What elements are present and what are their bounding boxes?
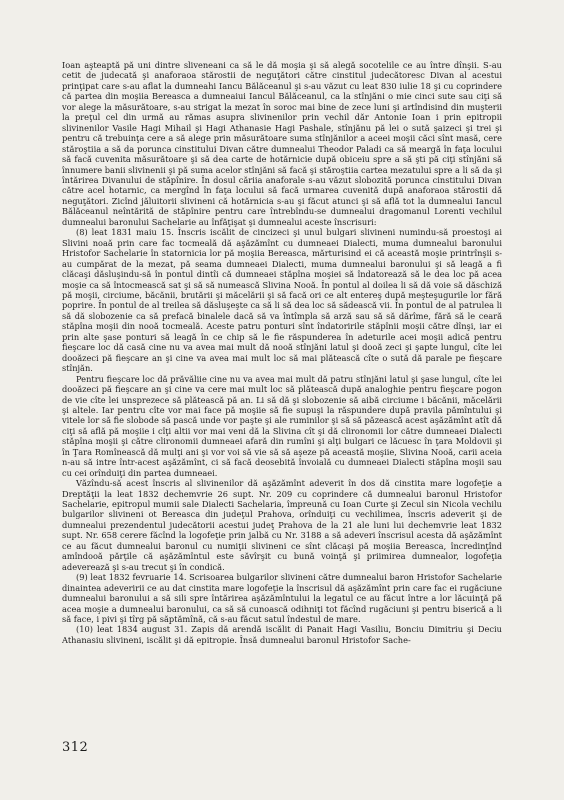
- paragraph: Pentru fieşcare loc dă prăvăliie cine nu va avea mai mult dă patru stînjăni latul şi şase lungul, cîte lei dooăzeci pă fieşcare an şi cine va cere mai mult loc să plătească după analoghie pentru fieşcare pogon de vie cîte lei unsprezece să plătească pă an. Li să dă şi slobozenie să aibă circiume i băcănii, măcelării şi altele. Iar pentru cîte vor mai face pă moşiie să fie supuşi la răspundere după pravila pămîntului şi vitele lor să fie slobode să pască unde vor paşte şi ale ruminilor şi să să păzească acest aşăzămînt atît dă ciţi să află pă moşiie i cîţi altii vor mai veni dă la Slivina cît şi dă clironomii lor către dumneaei Dialecti stăpîna moşii şi către clironomii dumneaei afară din rumîni şi alţi bulgari ce lăcuesc în ţara Moldovii şi în Ţara Romînească dă mulţi ani şi vor voi să vie să să aşeze pă această moşiie, Slivina Nooă, carii aceia n-au să intre într-acest aşăzămînt, ci să facă deosebită învoială cu dumneaei Dialecti stăpîna moşii sau cu cei orînduiţi din partea dumneaei.: [62, 373, 502, 478]
- paragraph: Văzîndu-să acest înscris al slivinenilor dă aşăzămînt adeverit în dos dă cinstita mare logofeţie a Dreptăţii la leat 1832 dechemvrie 26 supt. Nr. 209 cu coprindere că dumnealui baronul Hristofor Sachelarie, epitropul mumii sale Dialecti Sachelaria, împreună cu Ioan Curte şi Zecul sin Nicola vechilu bulgarilor slivineni ot Bereasca din judeţul Prahova, orînduiţi cu vechilimea, înscris adeverit şi de dumnealui prezendentul judecătorii acestui judeţ Prahova de la 21 ale luni lui dechemvrie leat 1832 supt. Nr. 658 cerere făcînd la logofeţie prin jalbă cu Nr. 3188 a să adeveri înscrisul acesta dă aşăzămînt ce au făcut dumnealui baronul cu numiţii slivineni ce sînt clăcaşi pă moşiia Bereasca, încredinţînd amîndooă părţile că aşăzămîntul este săvîrşit cu bună voinţă şi priimirea dumnealor, logofeţia adeverează şi s-au trecut şi în condică.: [62, 478, 502, 572]
- paragraph: (10) leat 1834 august 31. Zapis dă arendă iscălit di Panait Hagi Vasiliu, Bonciu Dimitriu şi Deciu Athanasiu slivineni, iscălit şi dă epitropie. Însă dumnealui baronul Hristofor Sache-: [62, 624, 502, 645]
- paragraph: (8) leat 1831 maiu 15. Înscris iscălit de cincizeci şi unul bulgari slivineni numindu-să proestoşi ai Slivini noaă prin care fac tocmeală dă aşăzămînt cu dumneaei Dialecti, muma dumnealui baronului Hristofor Sachelarie în statornicia lor pă moşiia Bereasca, mărturisind ei că această moşie printrînşii s-au cumpărat de la mezat, pă seama dumneaei Dialecti, muma dumnealui baronului şi să leagă a fi clăcaşi dăsluşindu-să în pontul dintîi că dumneaei stăpîna moşiei să îndatorează să le dea loc pă acea moşie ca să întocmească sat şi să să numească Slivina Nooă. În pontul al doilea li să dă voie să dăschiză pă moşii, circiume, băcănii, brutării şi măcelării şi să facă ori ce alt entereş după meşteşugurile lor fără poprire. În pontul de al treilea să dăsluşeşte ca să li să dea loc să sădească vii. În pontul de al patrulea li să dă slobozenie ca să prefacă binalele dacă să va întîmpla să arză sau să să dărîme, fără să le ceară stăpîna moşii din nooă tocmeală. Aceste patru ponturi sînt îndatoririle stăpînii moşii către dînşi, iar ei prin alte şase ponturi să leagă în ce chip să le fie răspunderea în adeturile acei moşii adică pentru fieşcare loc dă casă cine nu va avea mai mult dă nooă stînjăni latul şi dooă zeci şi şapte lungul, cîte lei dooăzeci pă fieşcare an şi cine va avea mai mult loc să mai plătească cîte o sută dă parale pe fieşcare stînjăn.: [62, 227, 502, 374]
- paragraph: Ioan aşteaptă pă uni dintre sliveneani ca să le dă moşia şi să alegă socotelile ce au între dînşii. S-au cetit de judecată şi anaforaoa stărostii de neguţători către cinstitul judecătoresc Divan al acestui prinţipat care s-au aflat la dumneahi Iancu Bălăceanul şi s-au văzut cu leat 830 iulie 18 şi cu coprindere că partea din moşiia Bereasca a dumneaiui Iancul Bălăceanul, ca la stînjăni o mie cinci sute sau ciţi să vor alege la măsurătoare, s-au strigat la mezat în soroc mai bine de zece luni şi artîndisind din muşterii la preţul cel din urmă au rămas asupra slivinenilor prin vechil dăr Antonie Ioan i prin epitropii slivinenilor Vasile Hagi Mihail şi Hagi Athanasie Hagi Pashale, stînjănu pă lei o sută şaizeci şi trei şi pentru că trebuinţa cere a să alege prin măsurătoare suma stînjănilor a aceei moşii căci sînt masă, cere stăroştiia a să da porunca cinstitului Divan către dumnealui Theodor Paladi ca să meargă în faţa locului să facă cuvenita măsurătoare şi să dea carte de hotărnicie după obiceiu spre a să şti pă ciţi stînjăni să înnumere banii slivinenii şi pă suma acelor stînjăni să facă şi stăroştiia cartea mezatului spre a li să da şi întărirea Divanului de stăpînire. În dosul căriia anaforale s-au văzut slobozită porunca cinstitului Divan către acel hotarnic, ca mergînd în faţa locului să facă urmarea cuvenită după anaforaoa stărostii dă neguţători. Zicînd jăluitorii slivineni că hotărnicia s-au şi făcut atunci şi să află tot la dumnealui Iancul Bălăceanul neîntărită de stăpînire pentru care întrebîndu-se dumnealui dragomanul Lorenti vechilul dumnealui baronului Sachelarie au înfăţişat şi dumnealui aceste înscrisuri:: [62, 60, 502, 227]
- paragraph: (9) leat 1832 fevruarie 14. Scrisoarea bulgarilor slivineni către dumnealui baron Hristofor Sachelarie dinaintea adeveririi ce au dat cinstita mare logofeţie la înscrisul dă aşăzămînt prin care fac ei rugăciune dumnealui baronului a să sili spre întărirea aşăzămîntului la legatul ce au făcut între a lor lăcuinţă pă acea moşie a dumnealui baronului, ca să să cunoască odihniţi tot făcînd rugăciuni şi pentru biserică a li să face, i pivi şi tîrg pă săptămînă, că s-au făcut satul îndestul de mare.: [62, 572, 502, 625]
- page-number: 312: [62, 740, 89, 755]
- body-text: [62, 60, 502, 645]
